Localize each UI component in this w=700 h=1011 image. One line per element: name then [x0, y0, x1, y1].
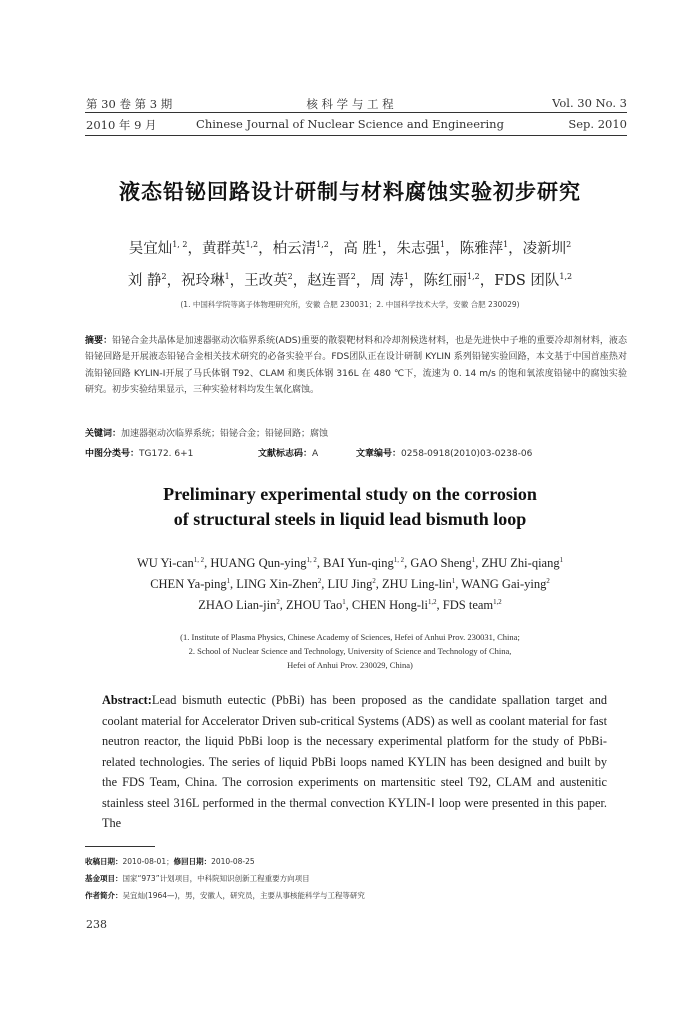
document-code-label: 文献标志码：: [258, 449, 313, 459]
keywords-cn-label: 关键词：: [85, 429, 122, 439]
header-rule-middle: [85, 112, 627, 113]
author-affiliation-marker: 1: [440, 240, 446, 250]
abstract-en-text: Lead bismuth eutectic (PbBi) has been proposed as the candidate spallation target and coolant material for Accelerator Driven sub-critical Systems (ADS) as well as coolant material for fast neutron reactor, the liquid PbBi loop is the necessary experimental platform for the study of PbBi-related technologies. The series of liquid PbBi loops named KYLIN has been designed and built by the FDS Team, China. The corrosion experiments on martensitic steel T92, CLAM and austenitic stainless steel 316L performed in the thermal convection KYLIN-Ⅰ loop were presented in this paper. The: [102, 693, 607, 830]
author-name: 凌新圳: [522, 241, 567, 257]
document-code-value: A: [312, 449, 319, 459]
revised-value: 2010-08-25: [211, 857, 255, 866]
author-name: LIU Jing: [327, 577, 373, 591]
author-name: 陈雅萍: [459, 241, 504, 257]
author-affiliation-marker: 1,2: [245, 240, 259, 250]
document-code: [258, 446, 318, 459]
author-affiliation-marker: 1,2: [493, 598, 502, 606]
author-name: FDS team: [442, 598, 494, 612]
header-journal-en: Chinese Journal of Nuclear Science and Engineering: [196, 117, 504, 131]
page-number: 238: [86, 918, 107, 931]
author-name: 陈红丽: [423, 273, 467, 289]
author-affiliation-marker: 1: [451, 577, 456, 585]
author-name: BAI Yun-qing: [323, 556, 394, 570]
abstract-cn-text: 铅铋合金共晶体是加速器驱动次临界系统(ADS)重要的散裂靶材料和冷却剂候选材料，也是先进快中子堆的重要冷却剂材料，液态铅铋回路是开展液态铅铋合金相关技术研究的必备实验平台。FDS团队正在设计研制 KYLIN 系列铅铋实验回路，本文基于中国首座热对流铅铋回路 KYLIN-Ⅰ开展了马氏体钢 T92、CLAM 和奥氏体钢 316L 在 480 ℃下，流速为 0. 14 m/s 的饱和氧浓度铅铋中的腐蚀实验研究。初步实验结果显示，三种实验材料均发生氧化腐蚀。: [85, 336, 627, 395]
author-affiliation-marker: 2: [372, 577, 376, 585]
author-affiliation-marker: 1,2: [316, 240, 329, 250]
clc-number-value: TG172. 6+1: [139, 449, 194, 459]
author-name: 祝玲琳: [181, 273, 225, 289]
author-affiliation-marker: 1: [403, 272, 409, 282]
author-name: 赵连晋: [307, 273, 351, 289]
header-volume-issue-cn: 第 30 卷 第 3 期: [86, 97, 173, 111]
clc-number-label: 中图分类号：: [85, 449, 140, 459]
author-affiliation-marker: 2: [161, 272, 167, 282]
author-name: WU Yi-can: [136, 556, 194, 570]
affiliation-cn: (1. 中国科学院等离子体物理研究所，安徽 合肥 230031；2. 中国科学技术大学，安徽 合肥 230029): [180, 300, 520, 309]
author-affiliation-marker: 2: [276, 598, 280, 606]
authors-cn-line-2: 刘 静$^2$，祝玲琳$^1$，王改英$^2$，赵连晋$^2$，周 涛$^1$，陈红丽$^{1,2}$，FDS 团队$^{1,2}$: [127, 272, 573, 289]
affiliation-en-line-2: 2. School of Nuclear Science and Technology, University of Science and Technology of China,: [188, 646, 512, 656]
author-name: ZHU Zhi-qiang: [481, 556, 560, 570]
author-affiliation-marker: 1: [503, 240, 509, 250]
title-en-line-2: of structural steels in liquid lead bismuth loop: [173, 509, 527, 529]
author-name: 黄群英: [201, 241, 246, 257]
article-number-value: 0258-0918(2010)03-0238-06: [401, 449, 533, 459]
abstract-cn: [85, 333, 627, 398]
title-en-line-1: Preliminary experimental study on the corrosion: [163, 484, 537, 504]
funding-label: 基金项目：: [85, 874, 123, 883]
author-affiliation-marker: 1,2: [427, 598, 437, 606]
author-affiliation-marker: 1,2: [559, 272, 573, 282]
affiliation-en-line-1: (1. Institute of Plasma Physics, Chinese Academy of Sciences, Hefei of Anhui Prov. 230031, China;: [180, 632, 520, 642]
author-bio-value: 吴宜灿(1964—)，男，安徽人，研究员，主要从事核能科学与工程等研究: [122, 891, 365, 900]
author-affiliation-marker: 2: [546, 577, 550, 585]
footnote-funding: [85, 873, 310, 884]
authors-en-line-1: WU Yi-can$^{1, 2}$, HUANG Qun-ying$^{1, 2}$, BAI Yun-qing$^{1, 2}$, GAO Sheng$^1$, ZHU Zhi-qiang$^1$: [136, 556, 564, 570]
author-name: ZHU Ling-lin: [382, 577, 452, 591]
author-name: 柏云清: [272, 241, 317, 257]
article-number-label: 文章编号：: [356, 449, 402, 459]
abstract-en: [102, 690, 607, 834]
abstract-en-label: Abstract:: [102, 693, 152, 707]
header-volume-issue-en: Vol. 30 No. 3: [552, 96, 627, 110]
author-affiliation-marker: 1: [226, 577, 231, 585]
header-date-cn: 2010 年 9 月: [86, 118, 157, 132]
author-name: 周 涛: [370, 273, 404, 289]
author-affiliation-marker: 1,2: [467, 272, 480, 282]
footnote-rule: [85, 846, 155, 847]
abstract-cn-label: 摘要：: [85, 336, 113, 346]
keywords-cn-text: 加速器驱动次临界系统；铅铋合金；铅铋回路；腐蚀: [121, 429, 329, 439]
clc-number: [85, 446, 193, 459]
received-label: 收稿日期：: [85, 857, 123, 866]
author-affiliation-marker: 2: [287, 272, 293, 282]
header-journal-cn: 核 科 学 与 工 程: [306, 97, 394, 111]
author-affiliation-marker: 1, 2: [393, 556, 405, 564]
author-affiliation-marker: 1: [559, 556, 564, 564]
author-affiliation-marker: 2: [566, 240, 572, 250]
author-name: WANG Gai-ying: [461, 577, 547, 591]
received-value: 2010-08-01；: [122, 857, 174, 866]
author-name: HUANG Qun-ying: [210, 556, 307, 570]
author-name: 朱志强: [396, 241, 441, 257]
authors-cn-line-1: 吴宜灿$^{1, 2}$，黄群英$^{1,2}$，柏云清$^{1,2}$，高 胜$^1$，朱志强$^1$，陈雅萍$^1$，凌新圳$^2$: [128, 240, 572, 257]
affiliation-en-line-3: Hefei of Anhui Prov. 230029, China): [287, 660, 413, 670]
funding-value: 国家“973”计划项目，中科院知识创新工程重要方向项目: [122, 874, 310, 883]
author-name: FDS 团队: [494, 273, 560, 289]
revised-label: 修回日期：: [173, 857, 212, 866]
author-name: 高 胜: [343, 241, 377, 257]
header-rule-bottom: [85, 135, 627, 136]
author-affiliation-marker: 2: [317, 577, 322, 585]
author-name: 吴宜灿: [128, 241, 173, 257]
footnote-dates: [85, 856, 255, 867]
author-affiliation-marker: 2: [350, 272, 356, 282]
author-affiliation-marker: 1, 2: [306, 556, 317, 564]
authors-en-line-3: ZHAO Lian-jin$^2$, ZHOU Tao$^1$, CHEN Hong-li$^{1,2}$, FDS team$^{1,2}$: [198, 598, 502, 612]
author-name: ZHOU Tao: [286, 598, 343, 612]
author-name: LING Xin-Zhen: [236, 577, 318, 591]
author-name: 王改英: [244, 273, 288, 289]
author-bio-label: 作者简介：: [85, 891, 123, 900]
author-affiliation-marker: 1: [376, 240, 383, 250]
author-affiliation-marker: 1: [224, 272, 230, 282]
author-affiliation-marker: 1: [471, 556, 476, 564]
author-name: CHEN Ya-ping: [150, 577, 227, 591]
authors-en-line-2: CHEN Ya-ping$^1$, LING Xin-Zhen$^2$, LIU Jing$^2$, ZHU Ling-lin$^1$, WANG Gai-ying$^2$: [150, 577, 550, 591]
title-cn: 液态铅铋回路设计研制与材料腐蚀实验初步研究: [119, 180, 581, 204]
footnote-author-bio: [85, 890, 365, 901]
author-affiliation-marker: 1, 2: [193, 556, 205, 564]
keywords-cn: [85, 426, 328, 439]
author-name: GAO Sheng: [410, 556, 472, 570]
article-number: [356, 446, 532, 459]
author-name: ZHAO Lian-jin: [198, 598, 277, 612]
author-affiliation-marker: 1: [342, 598, 346, 606]
author-name: CHEN Hong-li: [351, 598, 428, 612]
header-date-en: Sep. 2010: [568, 117, 627, 131]
author-affiliation-marker: 1, 2: [172, 240, 188, 250]
author-name: 刘 静: [127, 273, 162, 289]
